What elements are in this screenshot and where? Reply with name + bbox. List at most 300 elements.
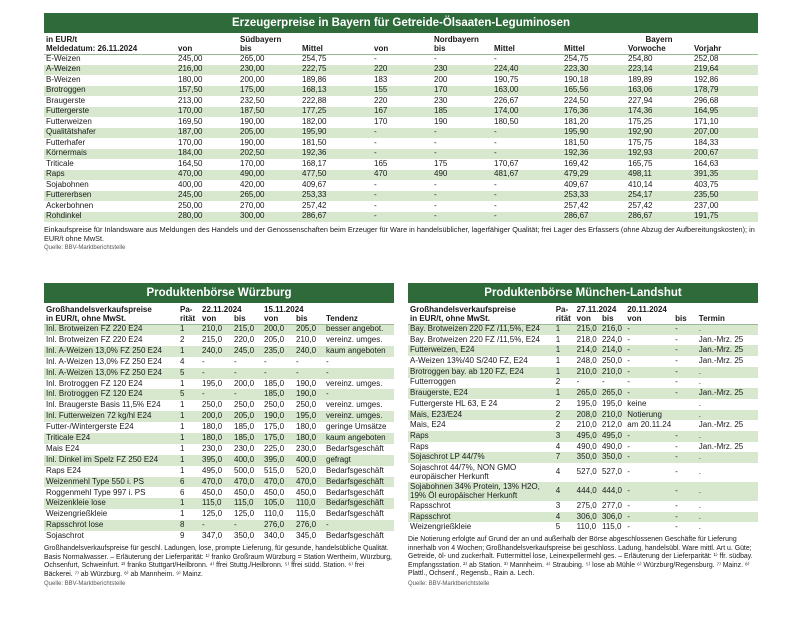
paritaet: 5 bbox=[555, 522, 561, 532]
bayern-vorwoche: 223,14 bbox=[626, 65, 692, 76]
table-row bbox=[408, 367, 758, 378]
sued-bis: 175,00 bbox=[238, 86, 300, 97]
product-name: Braugerste, E24 bbox=[408, 388, 554, 399]
table-row bbox=[44, 54, 758, 65]
von-current: 195,0 bbox=[576, 398, 597, 408]
sued-mittel: 253,33 bbox=[300, 191, 372, 202]
bayern-vorjahr: 164,63 bbox=[694, 158, 719, 168]
wue-header-2 bbox=[44, 315, 394, 324]
bayern-mittel: 286,67 bbox=[562, 212, 626, 223]
sued-bis: 187,50 bbox=[238, 107, 300, 118]
product-name: Mais, E23/E24 bbox=[408, 410, 554, 421]
von-current: 200,0 bbox=[200, 411, 232, 422]
von-previous: - bbox=[627, 467, 630, 477]
von-previous: - bbox=[627, 522, 630, 532]
table-row bbox=[408, 501, 758, 512]
bis-current: 350,0 bbox=[600, 452, 625, 463]
product-name: Raps bbox=[408, 431, 554, 442]
col-paritaet-2: rität bbox=[554, 315, 575, 324]
von-current: 195,0 bbox=[202, 378, 223, 388]
sued-bis: 300,00 bbox=[238, 212, 300, 223]
paritaet: 2 bbox=[554, 410, 575, 421]
col-vorwoche: Vorwoche bbox=[626, 45, 692, 54]
von-previous: - bbox=[627, 356, 630, 366]
termin: . bbox=[698, 377, 702, 387]
erzeugerpreise-title: Erzeugerpreise in Bayern für Getreide-Ölsaaten-Leguminosen bbox=[44, 13, 758, 33]
product-name: Sojabohnen 34% Protein, 13% H2O, 19% Öl europäischer Herkunft bbox=[408, 482, 554, 501]
nord-bis: - bbox=[432, 128, 492, 139]
sued-bis: 270,00 bbox=[240, 200, 265, 210]
paritaet: 4 bbox=[554, 482, 575, 501]
sued-von: 180,00 bbox=[178, 74, 203, 84]
bis-current: 245,0 bbox=[232, 346, 262, 357]
sued-bis: 420,00 bbox=[240, 179, 265, 189]
von-previous: 250,0 bbox=[264, 400, 285, 410]
von-previous: 185,0 bbox=[262, 389, 294, 400]
von-previous: - bbox=[625, 388, 673, 399]
nord-von: - bbox=[374, 200, 377, 210]
tendenz: vereinz. umges. bbox=[326, 335, 383, 345]
tendenz: - bbox=[324, 389, 394, 400]
nord-mittel: 224,40 bbox=[492, 65, 562, 76]
table-row bbox=[44, 180, 758, 191]
bis-current: 350,0 bbox=[234, 531, 255, 541]
paritaet: 1 bbox=[180, 509, 185, 519]
von-previous: - bbox=[627, 334, 630, 344]
muc-date1: 27.11.2024 bbox=[576, 305, 617, 314]
nord-mittel: 163,00 bbox=[492, 86, 562, 97]
table-row bbox=[44, 487, 394, 498]
bis-current: 212,0 bbox=[601, 420, 622, 430]
paritaet: 1 bbox=[180, 378, 185, 388]
termin: Jan.-Mrz. 25 bbox=[697, 388, 758, 399]
von-previous: 395,0 bbox=[262, 455, 294, 466]
sued-mittel: 286,67 bbox=[300, 212, 372, 223]
group-nordbayern: Nordbayern bbox=[434, 35, 479, 44]
sued-mittel: 181,50 bbox=[302, 137, 327, 147]
table-row bbox=[408, 324, 758, 335]
sued-von: 184,00 bbox=[176, 149, 238, 160]
sued-von: 213,00 bbox=[178, 95, 203, 105]
von-current: - bbox=[200, 368, 232, 379]
sued-von: 280,00 bbox=[176, 212, 238, 223]
bis-previous: 180,0 bbox=[294, 433, 324, 444]
bis-previous: 520,0 bbox=[296, 465, 317, 475]
bis-previous: - bbox=[675, 356, 678, 366]
erzeugerpreise-table bbox=[44, 36, 758, 222]
table-row bbox=[44, 509, 394, 520]
nord-mittel: - bbox=[494, 179, 497, 189]
paritaet: 1 bbox=[180, 443, 185, 453]
nord-von: - bbox=[374, 179, 377, 189]
product-name: E-Weizen bbox=[46, 54, 81, 64]
sued-bis: 265,00 bbox=[240, 54, 265, 64]
nord-mittel: 170,67 bbox=[494, 158, 519, 168]
table-row bbox=[44, 159, 758, 170]
bis-previous: - bbox=[673, 431, 697, 442]
product-name: Braugerste bbox=[46, 95, 86, 105]
bis-previous: 110,0 bbox=[294, 498, 324, 509]
von-previous: - bbox=[264, 356, 267, 366]
table-row bbox=[44, 466, 394, 477]
bayern-vorwoche: 165,75 bbox=[628, 158, 653, 168]
product-name: Inl. Braugerste Basis 11,5% E24 bbox=[46, 400, 161, 410]
product-name: Inl. Brotweizen FZ 220 E24 bbox=[44, 324, 178, 335]
von-current: 210,0 bbox=[200, 324, 232, 335]
nord-bis: - bbox=[434, 200, 437, 210]
von-current: 210,0 bbox=[576, 420, 597, 430]
von-current: - bbox=[200, 389, 232, 400]
von-current: 180,0 bbox=[200, 433, 232, 444]
col-von: von bbox=[625, 315, 673, 324]
sued-von: 470,00 bbox=[176, 170, 238, 181]
table-row bbox=[44, 346, 394, 357]
bis-current: - bbox=[232, 520, 262, 531]
tendenz: Bedarfsgeschäft bbox=[326, 487, 384, 497]
von-current: 275,0 bbox=[576, 500, 597, 510]
bis-previous: 400,0 bbox=[294, 455, 324, 466]
von-current: 215,0 bbox=[202, 335, 223, 345]
col-bis: bis bbox=[432, 45, 492, 54]
bayern-mittel: 181,20 bbox=[564, 116, 589, 126]
bis-previous: 210,0 bbox=[296, 335, 317, 345]
product-name: Weizengrießkleie bbox=[46, 509, 108, 519]
col-mittel: Mittel bbox=[562, 45, 626, 54]
bayern-mittel: 223,30 bbox=[562, 65, 626, 76]
product-name: Inl. Brotweizen FZ 220 E24 bbox=[46, 335, 143, 345]
bis-current: 400,0 bbox=[232, 455, 262, 466]
paritaet: 5 bbox=[178, 389, 200, 400]
bayern-vorwoche: 498,11 bbox=[626, 170, 692, 181]
paritaet: 1 bbox=[178, 433, 200, 444]
bayern-vorjahr: 219,64 bbox=[692, 65, 758, 76]
sued-mittel: 195,90 bbox=[300, 128, 372, 139]
product-name: Raps bbox=[44, 170, 176, 181]
paritaet: 1 bbox=[180, 422, 185, 432]
table-row bbox=[44, 368, 394, 379]
bis-previous: 276,0 bbox=[294, 520, 324, 531]
termin: . bbox=[697, 482, 758, 501]
paritaet: 4 bbox=[555, 467, 561, 477]
date-label: Meldedatum: 26.11.2024 bbox=[44, 45, 176, 54]
von-current: 110,0 bbox=[576, 522, 597, 532]
paritaet: 1 bbox=[554, 324, 575, 335]
bis-current: 214,0 bbox=[600, 345, 625, 356]
nord-von: - bbox=[372, 212, 432, 223]
nord-von: 220 bbox=[374, 95, 388, 105]
paritaet: 8 bbox=[178, 520, 200, 531]
von-current: 215,0 bbox=[575, 324, 600, 335]
bis-current: 200,0 bbox=[234, 378, 255, 388]
bis-previous bbox=[673, 420, 697, 431]
termin: . bbox=[697, 367, 758, 378]
termin: Jan.-Mrz. 25 bbox=[698, 334, 744, 344]
product-name: Bay. Brotweizen 220 FZ /11,5%, E24 bbox=[410, 334, 540, 344]
wue-h1: Großhandelsverkaufspreise bbox=[46, 305, 152, 314]
tendenz: Bedarfsgeschäft bbox=[326, 531, 384, 541]
von-current: 214,0 bbox=[575, 345, 600, 356]
bayern-mittel: 479,29 bbox=[562, 170, 626, 181]
muc-h1: Großhandelsverkaufspreise bbox=[410, 305, 516, 314]
muenchen-panel bbox=[408, 283, 758, 588]
sued-mittel: 257,42 bbox=[302, 200, 327, 210]
bayern-vorjahr: 178,79 bbox=[692, 86, 758, 97]
bis-previous bbox=[673, 399, 697, 410]
paritaet: 2 bbox=[555, 377, 561, 387]
table-row bbox=[44, 455, 394, 466]
sued-bis: 490,00 bbox=[238, 170, 300, 181]
bis-previous: 190,0 bbox=[294, 389, 324, 400]
table-row bbox=[44, 107, 758, 118]
tendenz: Bedarfsgeschäft bbox=[324, 477, 394, 488]
von-current: 210,0 bbox=[575, 367, 600, 378]
product-name: Futterweizen, E24 bbox=[408, 345, 554, 356]
product-name: Weizenmehl Type 550 i. PS bbox=[44, 477, 178, 488]
sued-mittel: 409,67 bbox=[302, 179, 327, 189]
group-bayern: Bayern bbox=[645, 35, 673, 44]
bis-current: 500,0 bbox=[234, 465, 255, 475]
termin: . bbox=[697, 324, 758, 335]
bayern-vorjahr: 192,86 bbox=[694, 74, 719, 84]
paritaet: 2 bbox=[180, 335, 185, 345]
nord-bis: 230 bbox=[434, 95, 448, 105]
table-row bbox=[408, 335, 758, 346]
bayern-vorjahr: 171,10 bbox=[694, 116, 719, 126]
von-previous: - bbox=[625, 324, 673, 335]
product-name: Inl. Dinkel im Spelz FZ 250 E24 bbox=[44, 455, 178, 466]
bis-previous: - bbox=[673, 324, 697, 335]
col-von: von bbox=[372, 45, 432, 54]
product-name: Futter-/Wintergerste E24 bbox=[46, 422, 134, 432]
nord-von: 470 bbox=[372, 170, 432, 181]
bis-current: 195,0 bbox=[601, 398, 622, 408]
col-bis: bis bbox=[232, 315, 262, 324]
paritaet: 1 bbox=[555, 334, 561, 344]
termin: . bbox=[698, 500, 702, 510]
bayern-mittel: 254,75 bbox=[564, 54, 589, 64]
product-name: Sojabohnen bbox=[46, 179, 89, 189]
von-previous: 190,0 bbox=[262, 411, 294, 422]
table-row bbox=[44, 531, 394, 542]
bis-current: 185,0 bbox=[234, 422, 255, 432]
product-name: Weizengrießkleie bbox=[410, 522, 472, 532]
table-row bbox=[44, 149, 758, 160]
sued-bis: 170,00 bbox=[240, 158, 265, 168]
paritaet: 3 bbox=[554, 431, 575, 442]
termin: . bbox=[698, 398, 702, 408]
sued-mittel: 222,75 bbox=[300, 65, 372, 76]
muc-header-2 bbox=[408, 315, 758, 324]
bis-previous: - bbox=[673, 367, 697, 378]
table-row bbox=[408, 512, 758, 523]
nord-mittel: - bbox=[492, 149, 562, 160]
bis-current: 250,0 bbox=[601, 356, 622, 366]
sued-mittel: 177,25 bbox=[300, 107, 372, 118]
bis-previous: - bbox=[673, 482, 697, 501]
bayern-mittel: 181,50 bbox=[564, 137, 589, 147]
von-previous: - bbox=[625, 431, 673, 442]
sued-mittel: 168,17 bbox=[302, 158, 327, 168]
paritaet: 6 bbox=[180, 487, 185, 497]
table-row bbox=[44, 117, 758, 128]
bis-previous: 450,0 bbox=[296, 487, 317, 497]
nord-von: 165 bbox=[374, 158, 388, 168]
sued-von: 245,00 bbox=[178, 54, 203, 64]
tendenz: kaum angeboten bbox=[324, 346, 394, 357]
bayern-mittel: 192,36 bbox=[562, 149, 626, 160]
bis-previous bbox=[673, 410, 697, 421]
nord-von: - bbox=[374, 54, 377, 64]
bayern-mittel: 190,18 bbox=[564, 74, 589, 84]
von-current: 444,0 bbox=[575, 482, 600, 501]
bis-current: 205,0 bbox=[232, 411, 262, 422]
bayern-vorwoche: 175,25 bbox=[628, 116, 653, 126]
von-previous: - bbox=[625, 482, 673, 501]
table-row bbox=[44, 201, 758, 212]
paritaet: 1 bbox=[180, 465, 185, 475]
nord-von: - bbox=[374, 137, 377, 147]
sued-bis: 230,00 bbox=[238, 65, 300, 76]
bis-current: 470,0 bbox=[232, 477, 262, 488]
termin: . bbox=[697, 410, 758, 421]
table-row bbox=[408, 420, 758, 431]
muenchen-footnote: Die Notierung erfolgte auf Grund der an und außerhalb der Börse abgeschlossenen Geschäfte für Lieferung innerhalb von 4 Wochen; Großhandelsverkaufspreise bei geschloss. Ladung, handelsübl. Ware mittl. Art u. Güte; Getreide, öl- und zuckerhalt. Futtermittel lose, Leinexpellermehl ges. – Erläuterung der Lieferparität: ¹⁾ ffr. südbay. Empfangsstation. ²⁾ ab Station. ³⁾ Mannheim. ⁴⁾ Straubing. ⁵⁾ lose ab Mühle ⁶⁾ Würzburg/Regensburg. ⁷⁾ Mainz. ⁸⁾ Plattl., Ochsenf., Regensb., Rain a. Lech. bbox=[408, 536, 753, 578]
von-current: 470,0 bbox=[200, 477, 232, 488]
nord-bis: - bbox=[432, 149, 492, 160]
paritaet: 2 bbox=[555, 398, 561, 408]
bayern-vorwoche: 227,94 bbox=[628, 95, 653, 105]
tendenz: kaum angeboten bbox=[324, 433, 394, 444]
bayern-vorjahr: 207,00 bbox=[692, 128, 758, 139]
muenchen-source: Quelle: BBV-Marktberichtstelle bbox=[408, 581, 490, 588]
von-previous: 105,0 bbox=[262, 498, 294, 509]
termin: . bbox=[698, 522, 702, 532]
nord-mittel: - bbox=[494, 200, 497, 210]
bis-current: 210,0 bbox=[600, 410, 625, 421]
tendenz: besser angebot. bbox=[324, 324, 394, 335]
bis-current: - bbox=[601, 377, 605, 387]
bis-previous: - bbox=[673, 345, 697, 356]
bis-previous: - bbox=[294, 368, 324, 379]
product-name: Futterweizen bbox=[46, 116, 92, 126]
product-name: Körnermais bbox=[44, 149, 176, 160]
col-mittel: Mittel bbox=[492, 45, 562, 54]
table-row bbox=[44, 400, 394, 411]
paritaet: 1 bbox=[555, 356, 561, 366]
von-previous: - bbox=[625, 345, 673, 356]
col-tendenz: Tendenz bbox=[324, 315, 394, 324]
paritaet: 1 bbox=[178, 324, 200, 335]
bis-previous: 195,0 bbox=[294, 411, 324, 422]
table-row bbox=[44, 477, 394, 488]
von-previous: - bbox=[625, 452, 673, 463]
bayern-mittel: 165,56 bbox=[562, 86, 626, 97]
von-current: 115,0 bbox=[200, 498, 232, 509]
erzeugerpreise-panel bbox=[44, 13, 758, 252]
paritaet: 2 bbox=[555, 420, 561, 430]
bayern-mittel: 169,42 bbox=[564, 158, 589, 168]
muc-h2: in EUR/t, ohne MwSt. bbox=[408, 315, 554, 324]
bayern-vorjahr: 184,33 bbox=[694, 137, 719, 147]
von-previous: 205,0 bbox=[264, 335, 285, 345]
von-previous: 175,0 bbox=[262, 433, 294, 444]
col-bis: bis bbox=[600, 315, 625, 324]
col-paritaet: Pa- bbox=[555, 305, 569, 314]
product-name: Ackerbohnen bbox=[46, 200, 94, 210]
von-previous: - bbox=[262, 368, 294, 379]
von-current: 125,0 bbox=[202, 509, 223, 519]
von-current: 527,0 bbox=[576, 467, 597, 477]
nord-von: 220 bbox=[372, 65, 432, 76]
von-previous: 515,0 bbox=[264, 465, 285, 475]
product-name: Rapsschrot bbox=[408, 512, 554, 523]
bis-previous: 115,0 bbox=[296, 509, 316, 519]
table-row bbox=[44, 86, 758, 97]
table-row bbox=[44, 138, 758, 149]
table-row bbox=[44, 433, 394, 444]
paritaet: 4 bbox=[180, 356, 185, 366]
bis-current: 277,0 bbox=[601, 500, 622, 510]
unit-label: in EUR/t bbox=[46, 35, 78, 44]
table-row bbox=[408, 431, 758, 442]
von-previous: - bbox=[627, 441, 630, 451]
bis-previous: 190,0 bbox=[296, 378, 317, 388]
muenchen-title: Produktenbörse München-Landshut bbox=[408, 283, 758, 303]
col-paritaet: Pa- bbox=[180, 305, 193, 314]
group-suedbayern: Südbayern bbox=[240, 35, 282, 44]
table-row bbox=[408, 399, 758, 410]
table-row bbox=[44, 191, 758, 202]
bayern-vorwoche: 254,17 bbox=[626, 191, 692, 202]
sued-von: 187,00 bbox=[176, 128, 238, 139]
von-previous: 450,0 bbox=[264, 487, 285, 497]
von-current: 218,0 bbox=[576, 334, 597, 344]
paritaet: 1 bbox=[554, 345, 575, 356]
bis-current: 115,0 bbox=[601, 522, 622, 532]
nord-bis: - bbox=[434, 179, 437, 189]
tendenz: vereinz. umges. bbox=[326, 378, 383, 388]
sued-von: 164,50 bbox=[178, 158, 203, 168]
nord-von: 183 bbox=[374, 74, 388, 84]
bis-previous: 470,0 bbox=[294, 477, 324, 488]
tendenz: - bbox=[324, 520, 394, 531]
wuerzburg-panel bbox=[44, 283, 394, 588]
erzeugerpreise-footnote: Einkaufspreise für Inlandsware aus Meldungen des Handels und der Genossenschaften beim Erzeuger für Ware in handelsüblicher, lagerfähiger Qualität; frei Lager des Erfassers (ohne Abzug der Aufbereitungskosten); in EUR/t ohne MwSt. bbox=[44, 225, 755, 244]
von-current: 230,0 bbox=[202, 443, 223, 453]
table-row bbox=[408, 356, 758, 367]
product-name: Rohdinkel bbox=[44, 212, 176, 223]
termin: Jan.-Mrz. 25 bbox=[698, 420, 744, 430]
bis-current: 215,0 bbox=[232, 324, 262, 335]
col-paritaet-2: rität bbox=[178, 315, 200, 324]
tendenz: vereinz. umges. bbox=[326, 400, 383, 410]
table-row bbox=[408, 452, 758, 463]
nord-mittel: 180,50 bbox=[494, 116, 519, 126]
bayern-vorjahr: 252,08 bbox=[694, 54, 719, 64]
wue-h2: in EUR/t, ohne MwSt. bbox=[44, 315, 178, 324]
paritaet: 1 bbox=[554, 388, 575, 399]
bis-previous: - bbox=[675, 334, 678, 344]
von-current: 250,0 bbox=[202, 400, 223, 410]
bis-previous: - bbox=[675, 377, 678, 387]
product-name: Futterhafer bbox=[46, 137, 86, 147]
von-previous: - bbox=[625, 512, 673, 523]
nord-mittel: 174,00 bbox=[492, 107, 562, 118]
bayern-vorwoche: 192,90 bbox=[626, 128, 692, 139]
table-row bbox=[44, 422, 394, 433]
bis-current: 220,0 bbox=[234, 335, 255, 345]
von-previous: Notierung bbox=[625, 410, 673, 421]
